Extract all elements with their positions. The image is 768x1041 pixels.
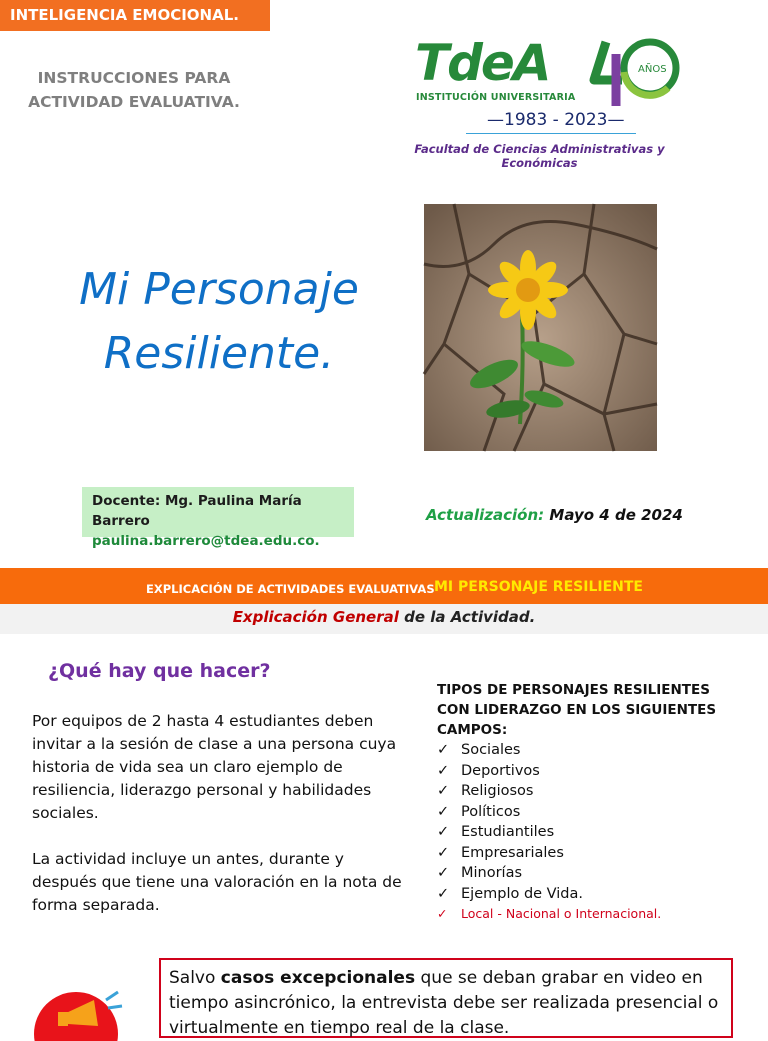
instructions-line-1: INSTRUCCIONES PARA	[37, 69, 231, 87]
instructions-paragraph-1: Por equipos de 2 hasta 4 estudiantes deben invitar a la sesión de clase a una persona cuya historia de vida sea un claro ejemplo de resiliencia, liderazgo personal y habilidades sociales.	[32, 712, 397, 822]
logo-faculty-line-2: Económicas	[501, 156, 578, 170]
list-item: ✓ Minorías	[437, 863, 737, 884]
anos-label: AÑOS	[638, 64, 667, 75]
megaphone-icon	[36, 974, 146, 1034]
update-value: Mayo 4 de 2024	[549, 506, 683, 524]
list-item: ✓ Religiosos	[437, 781, 737, 802]
types-heading: TIPOS DE PERSONAJES RESILIENTES CON LIDERAZGO EN LOS SIGUIENTES CAMPOS:	[437, 682, 717, 738]
check-icon: ✓	[437, 783, 450, 799]
slide-title	[34, 258, 404, 386]
header-highlight: MI PERSONAJE RESILIENTE	[434, 579, 643, 595]
logo-years: —1983 - 2023—	[487, 110, 625, 130]
update-date	[426, 506, 683, 524]
check-icon: ✓	[437, 885, 450, 902]
check-icon: ✓	[437, 762, 450, 779]
instructions-paragraph-2: La actividad incluye un antes, durante y después que tiene una valoración en la nota de forma separada.	[32, 850, 402, 914]
check-icon: ✓	[437, 803, 450, 820]
list-item-scope: ✓ Local - Nacional o Internacional.	[437, 904, 737, 925]
subheader-rest: de la Actividad.	[404, 608, 536, 626]
update-label: Actualización:	[426, 506, 545, 524]
list-item: ✓ Empresariales	[437, 843, 737, 864]
title-line-2: Resiliente.	[103, 328, 335, 379]
instructions-heading	[14, 66, 254, 114]
teacher-name: Docente: Mg. Paulina María Barrero	[92, 493, 302, 529]
question-heading: ¿Qué hay que hacer?	[48, 660, 271, 682]
subheader	[0, 608, 768, 626]
subheader-highlight: Explicación General	[232, 608, 399, 626]
logo-institution: INSTITUCIÓN UNIVERSITARIA	[416, 92, 576, 103]
course-tag: INTELIGENCIA EMOCIONAL.	[0, 0, 270, 31]
list-item: ✓ Políticos	[437, 802, 737, 823]
list-item: ✓ Deportivos	[437, 761, 737, 782]
note-emphasis: casos excepcionales	[220, 968, 416, 988]
explanation-slide	[0, 564, 768, 1038]
list-item: ✓ Estudiantiles	[437, 822, 737, 843]
tdea-logo	[412, 32, 702, 182]
teacher-email[interactable]: paulina.barrero@tdea.edu.co.	[92, 533, 320, 549]
header-text: EXPLICACIÓN DE ACTIVIDADES EVALUATIVAS	[146, 582, 435, 596]
check-icon: ✓	[437, 906, 448, 921]
check-icon: ✓	[437, 865, 450, 881]
logo-faculty-line-1: Facultad de Ciencias Administrativas y	[414, 142, 665, 156]
check-icon: ✓	[437, 742, 450, 758]
check-icon: ✓	[437, 824, 450, 840]
list-item: ✓ Sociales	[437, 740, 737, 761]
title-line-1: Mi Personaje	[79, 264, 359, 315]
logo-divider	[466, 133, 636, 134]
teacher-box	[82, 487, 354, 549]
check-icon: ✓	[437, 844, 450, 861]
list-item: ✓ Ejemplo de Vida.	[437, 884, 737, 905]
instructions-line-2: ACTIVIDAD EVALUATIVA.	[28, 93, 240, 111]
forty-years-icon	[588, 32, 688, 112]
types-list	[437, 740, 737, 925]
character-types	[437, 680, 737, 925]
logo-wordmark: TdeA	[415, 34, 550, 92]
flower-cracked-earth-image	[424, 204, 657, 451]
logo-faculty	[412, 142, 667, 170]
exception-note: Salvo casos excepcionales que se deban grabar en video en tiempo asincrónico, la entrevista debe ser realizada presencial o virtualmente en tiempo real de la clase.	[159, 958, 733, 1038]
